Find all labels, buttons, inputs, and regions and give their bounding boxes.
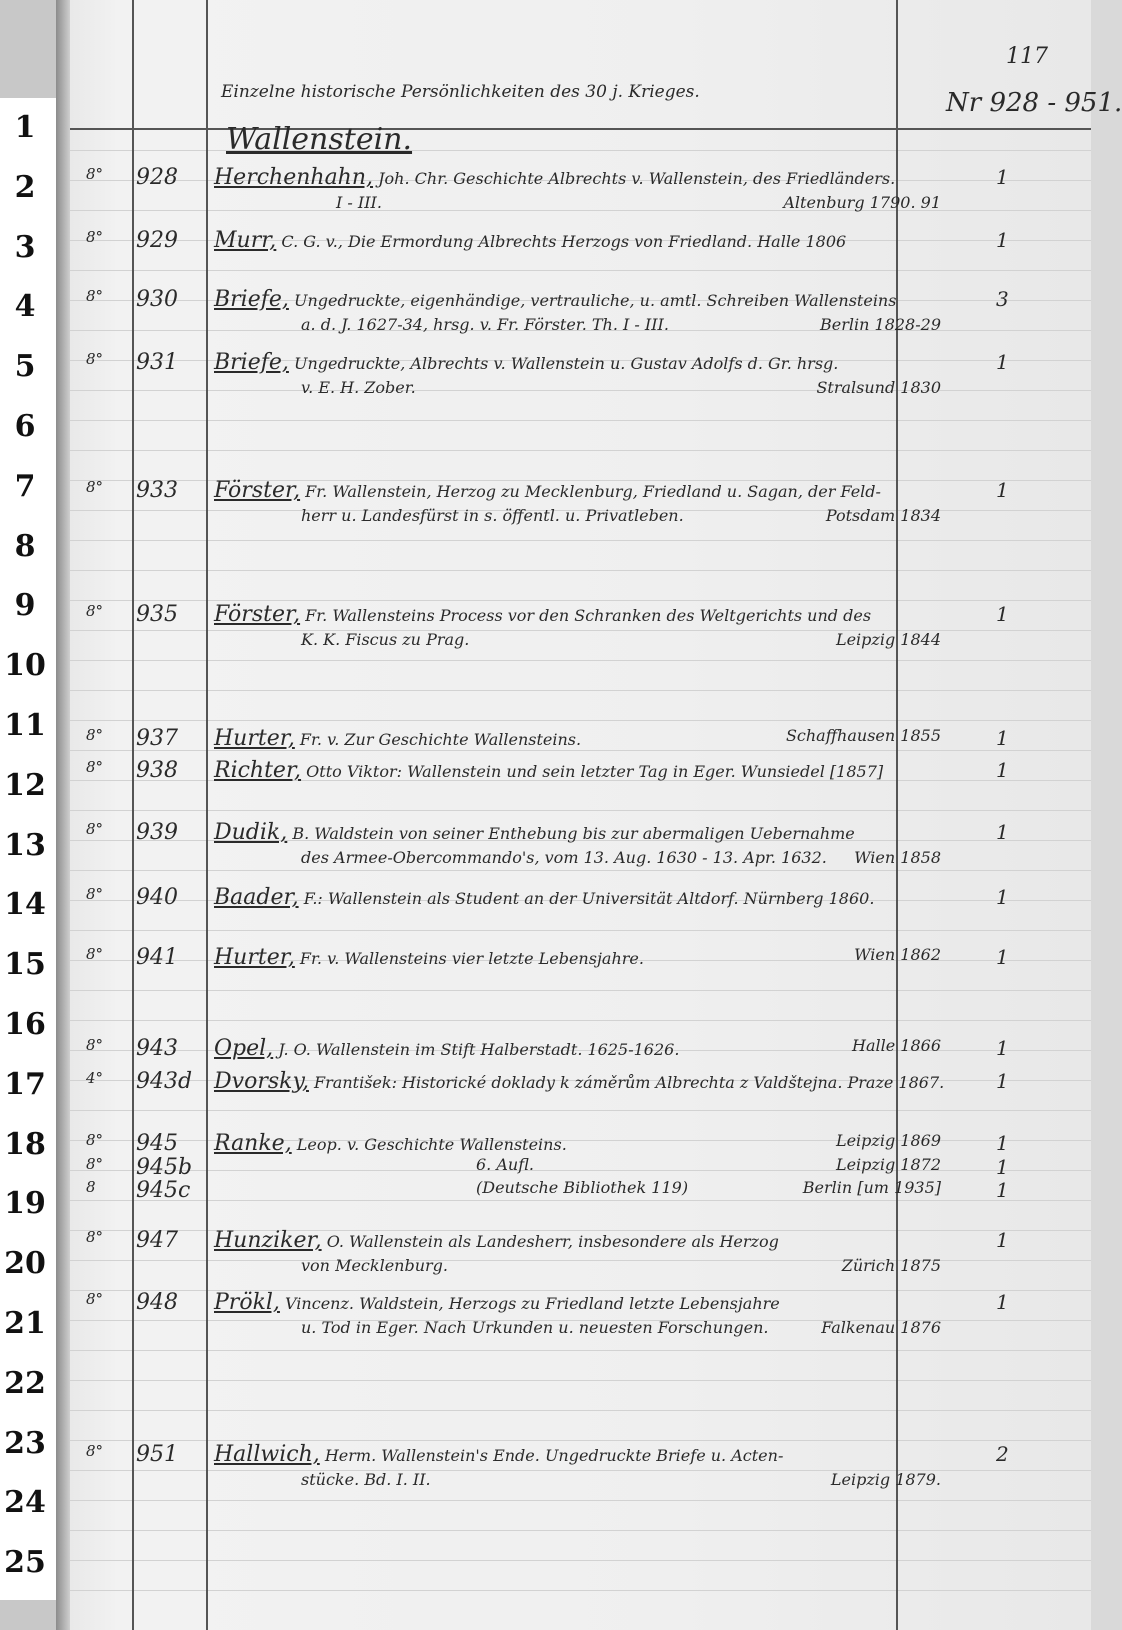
format-mark: 8° [86, 885, 104, 903]
entry-title: Fr. v. Wallensteins vier letzte Lebensjahre. [299, 949, 644, 968]
entry-title: J. O. Wallenstein im Stift Halberstadt. 1625-1626. [278, 1040, 680, 1059]
line-number: 18 [4, 1126, 46, 1162]
volume-count: 1 [996, 1131, 1009, 1155]
entry-text [214, 820, 855, 845]
line-number: 6 [14, 409, 36, 444]
header-rule [70, 128, 1091, 130]
line-number: 11 [4, 708, 46, 743]
entry-author: Murr, [214, 228, 277, 253]
volume-column-rule [896, 0, 898, 1630]
entry-publication: Zürich 1875 [841, 1256, 941, 1275]
entry-continuation: u. Tod in Eger. Nach Urkunden u. neuesten Forschungen. [301, 1318, 769, 1337]
ruled-line [70, 450, 1091, 451]
entry-publication: Leipzig 1844 [835, 630, 941, 649]
ruled-line [70, 600, 1091, 601]
entry-title: Fr. v. Zur Geschichte Wallensteins. [299, 730, 582, 749]
entry-number: 948 [136, 1290, 178, 1315]
line-number: 22 [4, 1365, 46, 1401]
ruled-line [70, 720, 1091, 721]
entry-text [214, 945, 644, 970]
line-number: 12 [4, 767, 46, 803]
format-mark: 8° [86, 1442, 104, 1460]
entry-title: C. G. v., Die Ermordung Albrechts Herzogs von Friedland. Halle 1806 [281, 232, 847, 251]
volume-count: 1 [996, 885, 1009, 909]
entry-title: Fr. Wallensteins Process vor den Schranken des Weltgerichts und des [305, 606, 872, 625]
format-mark: 8° [86, 1290, 104, 1308]
ruled-line [70, 150, 1091, 151]
line-number: 9 [14, 588, 36, 624]
line-number: 14 [4, 887, 46, 923]
ruled-line [70, 420, 1091, 421]
strip-bottom-fill [0, 1600, 56, 1630]
entry-publication: Berlin 1828-29 [820, 315, 941, 334]
ruled-line [70, 990, 1091, 991]
entry-number: 941 [136, 945, 178, 970]
entry-number: 947 [136, 1228, 178, 1253]
line-number: 23 [4, 1425, 46, 1461]
volume-count: 1 [996, 1290, 1009, 1314]
entry-text [214, 165, 895, 190]
entry-publication: Wien 1858 [854, 848, 941, 867]
entry-author: Hallwich, [214, 1442, 320, 1467]
format-mark: 8° [86, 228, 104, 246]
entry-author: Dudik, [214, 820, 288, 845]
entry-number: 943d [136, 1069, 193, 1094]
line-number: 24 [4, 1485, 46, 1521]
entry-author: Briefe, [214, 350, 289, 375]
entry-publication: Falkenau 1876 [821, 1318, 941, 1337]
ruled-line [70, 1440, 1091, 1441]
ruled-line [70, 1590, 1091, 1591]
entry-continuation: I - III. [336, 193, 382, 212]
entry-title: Otto Viktor: Wallenstein und sein letzter Tag in Eger. Wunsiedel [1857] [306, 762, 884, 781]
line-number: 19 [4, 1186, 46, 1222]
line-number: 13 [4, 827, 46, 863]
entry-text [214, 1442, 783, 1467]
volume-count: 1 [996, 820, 1009, 844]
entry-number: 951 [136, 1442, 178, 1467]
format-mark: 8° [86, 602, 104, 620]
ruled-line [70, 1020, 1091, 1021]
entry-continuation: von Mecklenburg. [301, 1256, 448, 1275]
entry-publication: Schaffhausen 1855 [785, 726, 941, 745]
format-mark: 8° [86, 758, 104, 776]
entry-author: Hunziker, [214, 1228, 322, 1253]
entry-publication: Halle 1866 [852, 1036, 941, 1055]
entry-number: 933 [136, 478, 178, 503]
entry-publication: Altenburg 1790. 91 [783, 193, 941, 212]
entry-number: 943 [136, 1036, 178, 1061]
entry-title: Ungedruckte, eigenhändige, vertrauliche, u. amtl. Schreiben Wallensteins [294, 291, 897, 310]
entry-continuation: a. d. J. 1627-34, hrsg. v. Fr. Förster. Th. I - III. [301, 315, 669, 334]
entry-number: 939 [136, 820, 178, 845]
line-number: 2 [14, 169, 36, 205]
volume-count: 1 [996, 758, 1009, 782]
entry-text [214, 602, 871, 627]
ruled-line [70, 1530, 1091, 1531]
entry-author: Prökl, [214, 1290, 280, 1315]
format-mark: 4° [86, 1069, 104, 1087]
entry-text [214, 350, 838, 375]
entry-author: Briefe, [214, 287, 289, 312]
volume-count: 1 [996, 1228, 1009, 1252]
line-number: 7 [14, 468, 36, 504]
strip-top-fill [0, 0, 56, 98]
volume-count: 1 [996, 945, 1009, 969]
entry-publication: Wien 1862 [854, 945, 941, 964]
entry-text [214, 228, 846, 253]
entry-continuation: v. E. H. Zober. [301, 378, 416, 397]
entry-author: Ranke, [214, 1131, 292, 1156]
page-number: 117 [1006, 44, 1048, 69]
line-number: 10 [4, 648, 46, 684]
header-title: Einzelne historische Persönlichkeiten des 30 j. Krieges. [221, 82, 700, 102]
volume-count: 1 [996, 1178, 1009, 1202]
format-mark: 8° [86, 726, 104, 744]
entry-author: Opel, [214, 1036, 274, 1061]
entry-publication: Leipzig 1879. [830, 1470, 941, 1489]
line-number: 4 [14, 289, 36, 325]
entry-text [214, 726, 581, 751]
entry-publication: Leipzig 1872 [835, 1155, 941, 1174]
entry-text [214, 885, 874, 910]
ruled-line [70, 690, 1091, 691]
entry-number: 931 [136, 350, 178, 375]
entry-number: 937 [136, 726, 178, 751]
entry-text [214, 1069, 944, 1094]
format-mark: 8° [86, 1155, 104, 1173]
volume-count: 1 [996, 726, 1009, 750]
ruled-line [70, 1350, 1091, 1351]
entry-title: O. Wallenstein als Landesherr, insbesondere als Herzog [326, 1232, 779, 1251]
entry-continuation: herr u. Landesfürst in s. öffentl. u. Privatleben. [301, 506, 684, 525]
entry-text [214, 287, 896, 312]
entry-continuation: des Armee-Obercommando's, vom 13. Aug. 1630 - 13. Apr. 1632. [301, 848, 827, 867]
ruled-line [70, 1200, 1091, 1201]
line-number: 8 [14, 528, 36, 564]
entry-number: 930 [136, 287, 178, 312]
line-number: 17 [4, 1066, 46, 1102]
format-mark: 8° [86, 350, 104, 368]
ruled-line [70, 1380, 1091, 1381]
entry-author: Herchenhahn, [214, 165, 374, 190]
line-number: 15 [4, 947, 46, 983]
entry-text [214, 758, 883, 783]
entry-title: Joh. Chr. Geschichte Albrechts v. Wallenstein, des Friedländers. [378, 169, 896, 188]
format-mark: 8° [86, 287, 104, 305]
ruled-line [70, 270, 1091, 271]
entry-text [214, 1131, 567, 1156]
line-number: 21 [4, 1306, 46, 1341]
entry-text [214, 478, 881, 503]
ruled-line [70, 1500, 1091, 1501]
volume-count: 3 [996, 287, 1009, 311]
volume-count: 1 [996, 1155, 1009, 1179]
entry-title: Vincenz. Waldstein, Herzogs zu Friedland letzte Lebensjahre [285, 1294, 780, 1313]
entry-author: Baader, [214, 885, 299, 910]
volume-count: 2 [996, 1442, 1009, 1466]
entry-text [214, 1228, 779, 1253]
entry-publication: Berlin [um 1935] [802, 1178, 941, 1197]
volume-count: 1 [996, 602, 1009, 626]
number-column-rule [206, 0, 208, 1630]
entry-publication: Leipzig 1869 [835, 1131, 941, 1150]
ruled-line [70, 930, 1091, 931]
format-mark: 8° [86, 165, 104, 183]
entry-continuation: K. K. Fiscus zu Prag. [301, 630, 470, 649]
entry-author: Dvorsky, [214, 1069, 309, 1094]
line-number: 25 [4, 1545, 46, 1581]
line-number: 3 [14, 229, 36, 265]
entry-author: Förster, [214, 602, 301, 627]
entry-title: 6. Aufl. [476, 1155, 534, 1174]
ruled-line [70, 1560, 1091, 1561]
entry-publication: Stralsund 1830 [816, 378, 941, 397]
entry-number: 940 [136, 885, 178, 910]
entry-title: Fr. Wallenstein, Herzog zu Mecklenburg, Friedland u. Sagan, der Feld- [305, 482, 881, 501]
page-binding-edge [56, 0, 70, 1630]
line-number: 1 [14, 110, 36, 145]
entry-text [214, 1036, 679, 1061]
volume-count: 1 [996, 478, 1009, 502]
ruled-line [70, 810, 1091, 811]
entry-title: Herm. Wallenstein's Ende. Ungedruckte Briefe u. Acten- [324, 1446, 784, 1465]
ruled-line [70, 1110, 1091, 1111]
format-mark: 8° [86, 1131, 104, 1149]
volume-count: 1 [996, 165, 1009, 189]
ruled-line [70, 1410, 1091, 1411]
format-mark: 8° [86, 478, 104, 496]
ruled-line [70, 660, 1091, 661]
entry-number: 935 [136, 602, 178, 627]
volume-count: 1 [996, 350, 1009, 374]
entry-number: 938 [136, 758, 178, 783]
format-mark: 8° [86, 820, 104, 838]
entry-author: Richter, [214, 758, 302, 783]
format-column-rule [132, 0, 134, 1630]
entry-title: F.: Wallenstein als Student an der Universität Altdorf. Nürnberg 1860. [303, 889, 875, 908]
entry-title: B. Waldstein von seiner Enthebung bis zur abermaligen Uebernahme [292, 824, 855, 843]
entry-author: Hurter, [214, 945, 295, 970]
entry-number: 945c [136, 1178, 191, 1203]
entry-title: František: Historické doklady k záměrům Albrechta z Valdštejna. Praze 1867. [314, 1073, 945, 1092]
entry-text [476, 1155, 534, 1174]
entry-author: Förster, [214, 478, 301, 503]
volume-count: 1 [996, 1036, 1009, 1060]
volume-count: 1 [996, 228, 1009, 252]
entry-title: Ungedruckte, Albrechts v. Wallenstein u. Gustav Adolfs d. Gr. hrsg. [294, 354, 839, 373]
entry-number: 928 [136, 165, 178, 190]
format-mark: 8° [86, 1228, 104, 1246]
volume-count: 1 [996, 1069, 1009, 1093]
header-range: Nr 928 - 951. [946, 88, 1122, 118]
entry-text [214, 1290, 780, 1315]
ruled-line [70, 570, 1091, 571]
format-mark: 8 [86, 1178, 96, 1196]
entry-number: 945b [136, 1155, 193, 1180]
format-mark: 8° [86, 1036, 104, 1054]
entry-title: (Deutsche Bibliothek 119) [476, 1178, 689, 1197]
entry-title: Leop. v. Geschichte Wallensteins. [296, 1135, 567, 1154]
entry-author: Hurter, [214, 726, 295, 751]
line-number: 16 [4, 1007, 46, 1042]
line-number: 20 [4, 1246, 46, 1282]
entry-publication: Potsdam 1834 [825, 506, 941, 525]
ledger-page [56, 0, 1122, 1630]
format-mark: 8° [86, 945, 104, 963]
entry-number: 929 [136, 228, 178, 253]
ruled-line [70, 870, 1091, 871]
entry-number: 945 [136, 1131, 178, 1156]
section-title: Wallenstein. [226, 122, 413, 157]
ruled-line [70, 540, 1091, 541]
entry-text [476, 1178, 688, 1197]
entry-continuation: stücke. Bd. I. II. [301, 1470, 431, 1489]
line-number: 5 [14, 349, 36, 385]
